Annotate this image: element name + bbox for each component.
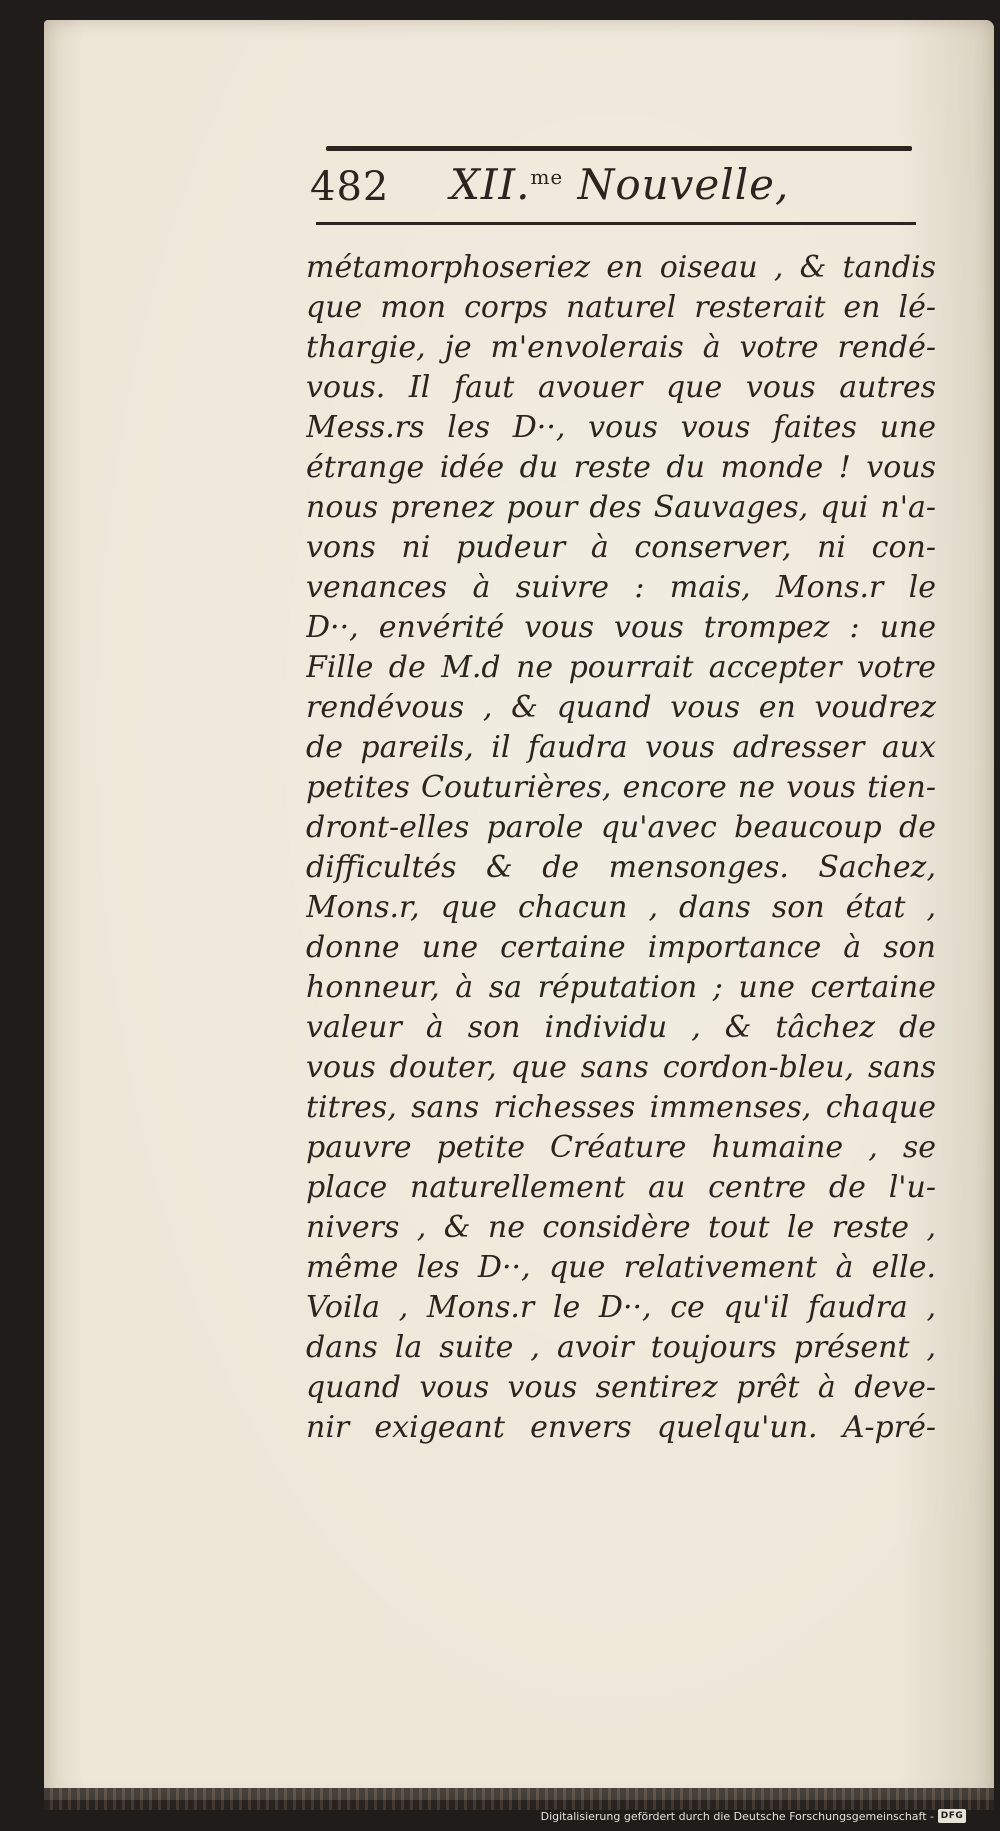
- chapter-title-numeral: XII.: [450, 160, 531, 209]
- text-line: vous douter, que sans cordon-bleu, sans: [306, 1050, 936, 1085]
- body-text: [306, 248, 936, 1448]
- header-rule-top: [326, 146, 912, 151]
- text-line: dront-elles parole qu'avec beaucoup de: [306, 810, 936, 845]
- text-line: de pareils, il faudra vous adresser aux: [306, 730, 936, 765]
- text-line: étrange idée du reste du monde ! vous: [306, 450, 936, 485]
- text-line: place naturellement au centre de l'u-: [306, 1170, 936, 1205]
- text-line: venances à suivre : mais, Mons.r le: [306, 570, 936, 605]
- text-line: vous. Il faut avouer que vous autres: [306, 370, 936, 405]
- text-line: même les D··, que relativement à elle.: [306, 1250, 936, 1285]
- text-line: métamorphoseriez en oiseau , & tandis: [306, 250, 936, 285]
- text-line: vons ni pudeur à conserver, ni con-: [306, 530, 936, 565]
- text-line: D··, envérité vous vous trompez : une: [306, 610, 936, 645]
- text-line: valeur à son individu , & tâchez de: [306, 1010, 936, 1045]
- text-line: nous prenez pour des Sauvages, qui n'a-: [306, 490, 936, 525]
- text-line: quand vous vous sentirez prêt à deve-: [306, 1370, 936, 1405]
- text-line: nir exigeant envers quelqu'un. A-pré-: [306, 1410, 936, 1445]
- text-line: Fille de M.d ne pourrait accepter votre: [306, 650, 936, 685]
- header-rule-bottom: [316, 222, 916, 225]
- text-line: Mons.r, que chacun , dans son état ,: [306, 890, 936, 925]
- text-line: dans la suite , avoir toujours présent ,: [306, 1330, 936, 1365]
- text-line: donne une certaine importance à son: [306, 930, 936, 965]
- running-head: [310, 160, 920, 220]
- digitization-credit: [541, 1807, 966, 1825]
- chapter-title-rest: Nouvelle,: [563, 160, 790, 209]
- chapter-title-superscript: me: [530, 165, 564, 189]
- text-line: nivers , & ne considère tout le reste ,: [306, 1210, 936, 1245]
- chapter-title: [450, 160, 789, 209]
- text-line: pauvre petite Créature humaine , se: [306, 1130, 936, 1165]
- text-line: Voila , Mons.r le D··, ce qu'il faudra ,: [306, 1290, 936, 1325]
- text-line: Mess.rs les D··, vous vous faites une: [306, 410, 936, 445]
- text-line: honneur, à sa réputation ; une certaine: [306, 970, 936, 1005]
- dfg-logo: DFG: [938, 1809, 966, 1823]
- text-line: thargie, je m'envolerais à votre rendé-: [306, 330, 936, 365]
- text-line: difficultés & de mensonges. Sachez,: [306, 850, 936, 885]
- text-line: titres, sans richesses immenses, chaque: [306, 1090, 936, 1125]
- credit-text: Digitalisierung gefördert durch die Deutsche Forschungsgemeinschaft -: [540, 1809, 934, 1823]
- text-line: que mon corps naturel resterait en lé-: [306, 290, 936, 325]
- page-number: 482: [310, 164, 390, 210]
- text-line: petites Couturières, encore ne vous tien-: [306, 770, 936, 805]
- text-line: rendévous , & quand vous en voudrez: [306, 690, 936, 725]
